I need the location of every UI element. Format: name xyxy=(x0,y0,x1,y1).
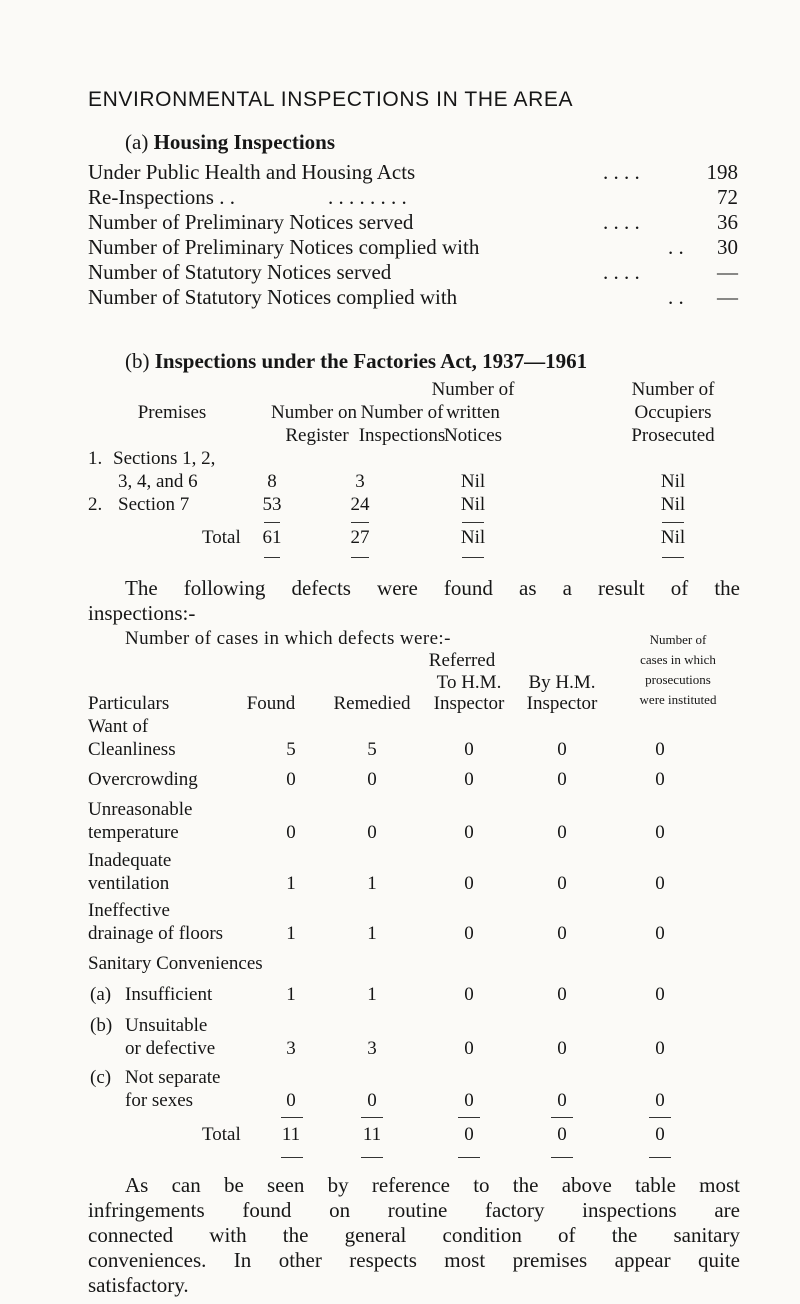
prosecutions-cell: 0 xyxy=(655,923,665,944)
closing-paragraph-line: conveniences. In other respects most premises appear quite xyxy=(88,1248,740,1272)
rule-line xyxy=(462,557,484,558)
particulars-cell: Inadequate xyxy=(88,850,172,871)
factories-heading xyxy=(125,349,587,374)
col-header-prosecutions: cases in which xyxy=(640,652,716,667)
by-hm-total: 0 xyxy=(557,1124,567,1145)
particulars-cell: Not separate xyxy=(125,1067,221,1088)
col-header-notices: Number of xyxy=(431,379,515,400)
rule-line xyxy=(662,522,684,523)
leader-dots: . . xyxy=(668,285,684,309)
housing-heading xyxy=(125,130,335,155)
rule-line xyxy=(264,557,280,558)
prosecutions-cell: 0 xyxy=(655,1038,665,1059)
rule-line xyxy=(462,522,484,523)
closing-paragraph-line: satisfactory. xyxy=(88,1273,189,1297)
col-header-referred: Referred xyxy=(428,650,496,671)
particulars-cell: Insufficient xyxy=(125,984,213,1005)
housing-row-label: Number of Statutory Notices complied with xyxy=(88,285,458,309)
housing-row-value: — xyxy=(717,260,738,284)
notices-cell: Nil xyxy=(460,494,486,515)
found-cell: 0 xyxy=(286,822,296,843)
leader-dots: . . . . xyxy=(603,160,640,184)
particulars-group-heading: Sanitary Conveniences xyxy=(88,953,263,974)
particulars-marker: (c) xyxy=(90,1067,112,1088)
leader-dots: . . xyxy=(668,235,684,259)
by-hm-cell: 0 xyxy=(557,822,567,843)
remedied-cell: 1 xyxy=(367,923,377,944)
row-number: 1. xyxy=(88,448,103,469)
rule-line xyxy=(351,522,369,523)
particulars-marker: (b) xyxy=(90,1015,113,1036)
rule-line xyxy=(458,1117,480,1118)
prosecutions-cell: 0 xyxy=(655,984,665,1005)
col-header-prosecuted: Number of xyxy=(631,379,715,400)
notices-total: Nil xyxy=(460,527,486,548)
row-number: 2. xyxy=(88,494,103,515)
by-hm-cell: 0 xyxy=(557,769,567,790)
register-cell: 53 xyxy=(262,494,282,515)
col-header-notices: Notices xyxy=(443,425,503,446)
to-hm-cell: 0 xyxy=(464,1090,474,1111)
leader-dots: . . . . xyxy=(603,210,640,234)
prosecutions-cell: 0 xyxy=(655,769,665,790)
by-hm-cell: 0 xyxy=(557,1090,567,1111)
housing-row-value: 36 xyxy=(717,210,738,234)
col-header-to-hm: To H.M. xyxy=(436,672,502,693)
total-label: Total xyxy=(202,527,241,548)
col-header-remedied: Remedied xyxy=(333,693,411,714)
particulars-cell: ventilation xyxy=(88,873,170,894)
closing-paragraph-line: infringements found on routine factory inspections are xyxy=(88,1198,740,1222)
rule-line xyxy=(551,1157,573,1158)
rule-line xyxy=(551,1117,573,1118)
col-header-prosecutions: Number of xyxy=(649,632,707,647)
inspections-cell: 24 xyxy=(350,494,370,515)
col-header-register: Number on xyxy=(270,402,358,423)
prosecuted-cell: Nil xyxy=(660,494,686,515)
col-header-to-hm: Inspector xyxy=(433,693,505,714)
total-label: Total xyxy=(202,1124,241,1145)
by-hm-cell: 0 xyxy=(557,739,567,760)
housing-row-label: Re-Inspections . . xyxy=(88,185,235,209)
housing-row-label: Under Public Health and Housing Acts xyxy=(88,160,416,184)
col-header-by-hm: Inspector xyxy=(526,693,598,714)
remedied-total: 11 xyxy=(362,1124,382,1145)
to-hm-total: 0 xyxy=(464,1124,474,1145)
prosecutions-total: 0 xyxy=(655,1124,665,1145)
rule-line xyxy=(662,557,684,558)
rule-line xyxy=(361,1157,383,1158)
rule-line xyxy=(351,557,369,558)
housing-row-value: 72 xyxy=(717,185,738,209)
rule-line xyxy=(649,1117,671,1118)
rule-line xyxy=(458,1157,480,1158)
col-header-inspections: Inspections xyxy=(358,425,446,446)
premises-cell: Sections 1, 2, xyxy=(113,448,216,469)
defects-intro: The following defects were found as a result of the xyxy=(125,576,740,600)
prosecutions-cell: 0 xyxy=(655,739,665,760)
housing-marker: (a) xyxy=(125,130,149,154)
rule-line xyxy=(281,1117,303,1118)
housing-row-value: — xyxy=(717,285,738,309)
housing-heading-text: Housing Inspections xyxy=(153,130,336,154)
rule-line xyxy=(361,1117,383,1118)
housing-row-label: Number of Preliminary Notices complied with xyxy=(88,235,480,259)
housing-row-value: 30 xyxy=(717,235,738,259)
rule-line xyxy=(649,1157,671,1158)
housing-row-value: 198 xyxy=(706,160,738,184)
remedied-cell: 0 xyxy=(367,822,377,843)
prosecutions-cell: 0 xyxy=(655,1090,665,1111)
found-cell: 0 xyxy=(286,1090,296,1111)
found-cell: 0 xyxy=(286,769,296,790)
factories-marker: (b) xyxy=(125,349,150,373)
prosecutions-cell: 0 xyxy=(655,873,665,894)
found-cell: 1 xyxy=(286,873,296,894)
by-hm-cell: 0 xyxy=(557,873,567,894)
particulars-cell: for sexes xyxy=(125,1090,194,1111)
remedied-cell: 5 xyxy=(367,739,377,760)
premises-cell: Section 7 xyxy=(118,494,190,515)
notices-cell: Nil xyxy=(460,471,486,492)
col-header-register: Register xyxy=(285,425,349,446)
to-hm-cell: 0 xyxy=(464,739,474,760)
particulars-cell: Want of xyxy=(88,716,149,737)
found-total: 11 xyxy=(281,1124,301,1145)
housing-row-label: Number of Statutory Notices served xyxy=(88,260,392,284)
to-hm-cell: 0 xyxy=(464,923,474,944)
rule-line xyxy=(264,522,280,523)
rule-line xyxy=(281,1157,303,1158)
by-hm-cell: 0 xyxy=(557,1038,567,1059)
inspections-total: 27 xyxy=(350,527,370,548)
remedied-cell: 0 xyxy=(367,769,377,790)
remedied-cell: 1 xyxy=(367,873,377,894)
by-hm-cell: 0 xyxy=(557,923,567,944)
by-hm-cell: 0 xyxy=(557,984,567,1005)
housing-row-label: Number of Preliminary Notices served xyxy=(88,210,414,234)
col-header-notices: written xyxy=(446,402,500,423)
particulars-cell: temperature xyxy=(88,822,179,843)
page-title: ENVIRONMENTAL INSPECTIONS IN THE AREA xyxy=(88,88,574,111)
prosecuted-cell: Nil xyxy=(660,471,686,492)
defects-intro: inspections:- xyxy=(88,601,196,625)
col-header-particulars: Particulars xyxy=(88,693,170,714)
col-header-by-hm: By H.M. xyxy=(528,672,596,693)
inspections-cell: 3 xyxy=(355,471,365,492)
found-cell: 3 xyxy=(286,1038,296,1059)
leader-dots: . . . . . . . . xyxy=(328,185,407,209)
remedied-cell: 3 xyxy=(367,1038,377,1059)
remedied-cell: 0 xyxy=(367,1090,377,1111)
col-header-prosecutions: prosecutions xyxy=(645,672,711,687)
factories-heading-text: Inspections under the Factories Act, 1937—1961 xyxy=(154,349,588,373)
to-hm-cell: 0 xyxy=(464,1038,474,1059)
to-hm-cell: 0 xyxy=(464,769,474,790)
particulars-cell: Overcrowding xyxy=(88,769,198,790)
leader-dots: . . . . xyxy=(603,260,640,284)
found-cell: 1 xyxy=(286,984,296,1005)
col-header-prosecutions: were instituted xyxy=(639,692,717,707)
particulars-cell: Ineffective xyxy=(88,900,170,921)
col-header-prosecuted: Prosecuted xyxy=(631,425,715,446)
found-cell: 5 xyxy=(286,739,296,760)
particulars-cell: Unsuitable xyxy=(125,1015,208,1036)
to-hm-cell: 0 xyxy=(464,984,474,1005)
register-total: 61 xyxy=(262,527,282,548)
prosecutions-cell: 0 xyxy=(655,822,665,843)
prosecuted-total: Nil xyxy=(660,527,686,548)
particulars-cell: drainage of floors xyxy=(88,923,224,944)
to-hm-cell: 0 xyxy=(464,873,474,894)
col-header-premises: Premises xyxy=(137,402,207,423)
col-header-prosecuted: Occupiers xyxy=(634,402,712,423)
found-cell: 1 xyxy=(286,923,296,944)
particulars-marker: (a) xyxy=(90,984,112,1005)
remedied-cell: 1 xyxy=(367,984,377,1005)
register-cell: 8 xyxy=(267,471,277,492)
closing-paragraph-line: connected with the general condition of the sanitary xyxy=(88,1223,740,1247)
col-header-found: Found xyxy=(246,693,296,714)
col-header-inspections: Number of xyxy=(360,402,444,423)
defects-caption: Number of cases in which defects were:- xyxy=(125,628,451,649)
particulars-cell: Unreasonable xyxy=(88,799,193,820)
particulars-cell: or defective xyxy=(125,1038,216,1059)
premises-cell: 3, 4, and 6 xyxy=(118,471,198,492)
particulars-cell: Cleanliness xyxy=(88,739,176,760)
closing-paragraph-line: As can be seen by reference to the above table most xyxy=(125,1173,740,1197)
to-hm-cell: 0 xyxy=(464,822,474,843)
